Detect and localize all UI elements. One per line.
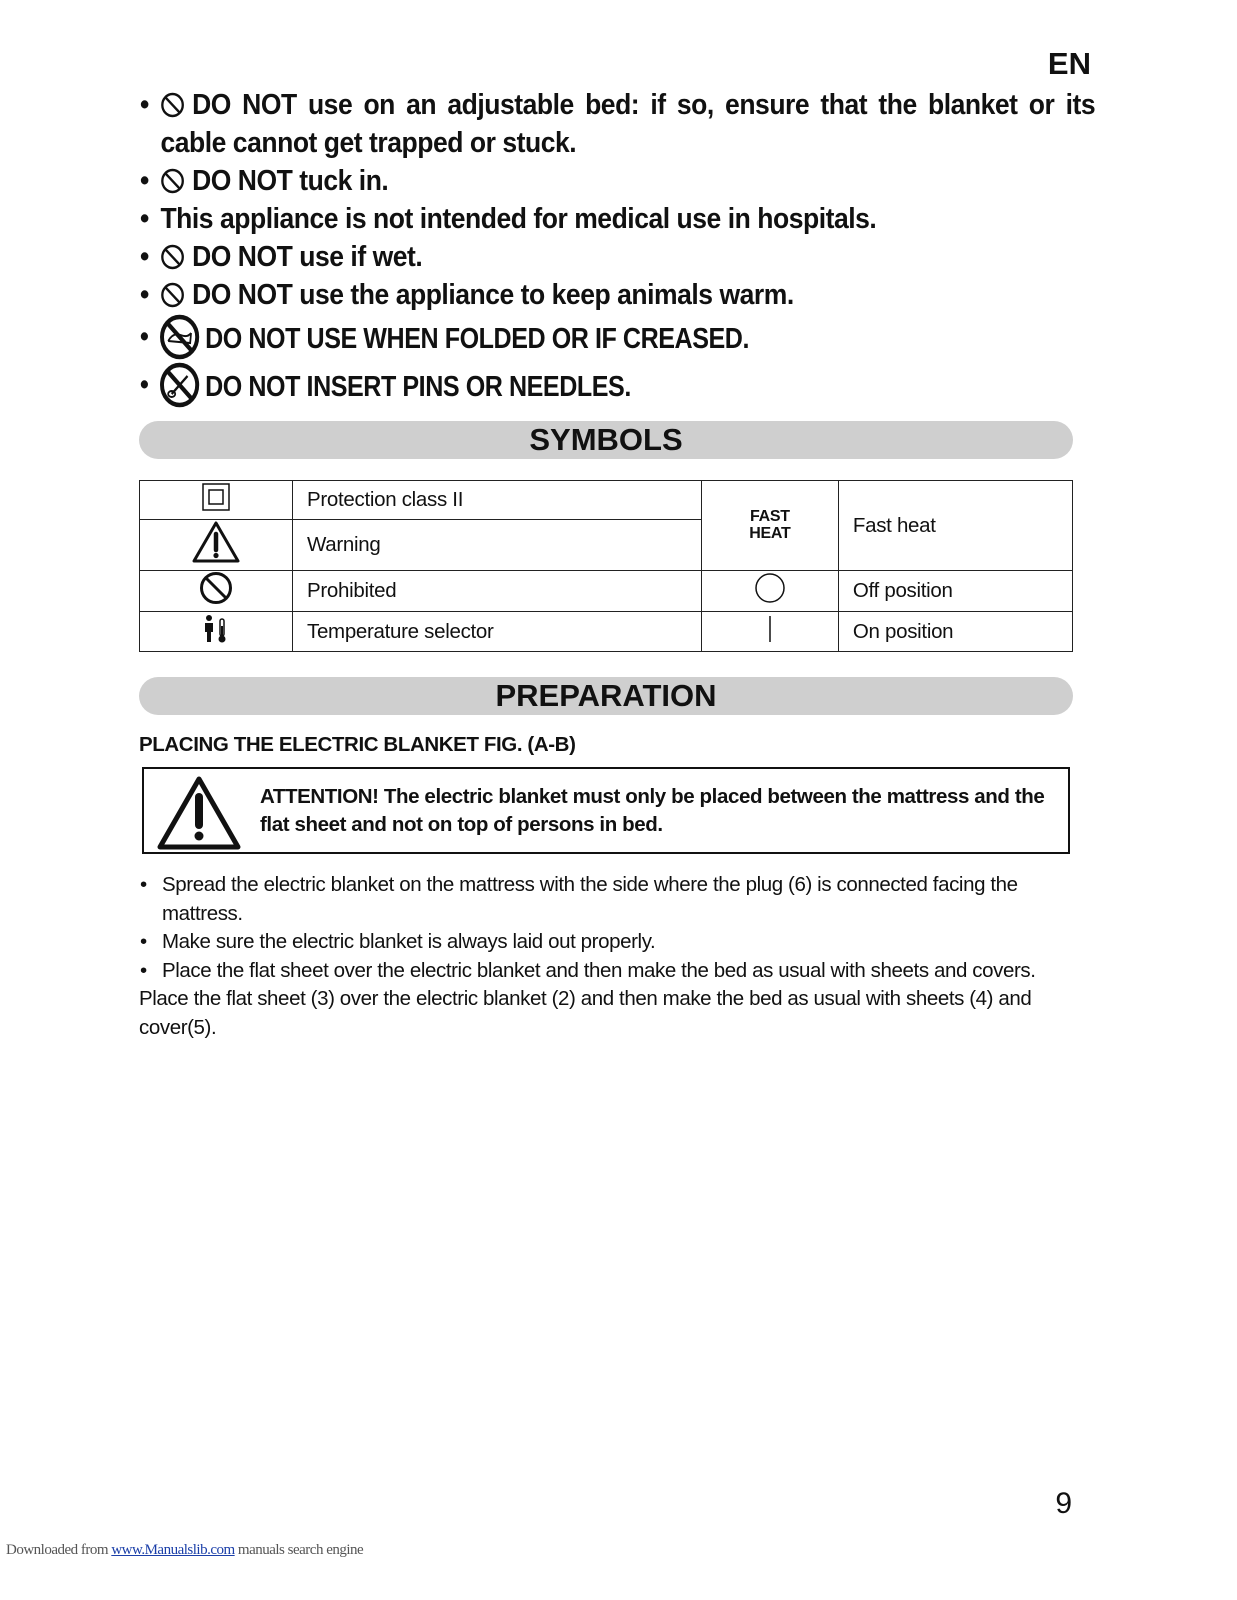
warning-text: DO NOT use on an adjustable bed: if so, ensure that the blanket or its cable cannot get trapped or stuck. xyxy=(160,89,1096,159)
list-item: • Place the flat sheet over the electric blanket and then make the bed as usual with sheets and covers. xyxy=(139,957,1089,986)
warning-item: • DO NOT INSERT PINS OR NEEDLES. xyxy=(140,362,963,410)
warning-text: DO NOT INSERT PINS OR NEEDLES. xyxy=(205,371,631,403)
section-subtitle: PLACING THE ELECTRIC BLANKET FIG. (A-B) xyxy=(139,733,576,756)
preparation-steps xyxy=(139,871,1089,1042)
symbol-cell xyxy=(701,481,838,571)
symbols-heading: SYMBOLS xyxy=(139,421,1073,459)
warning-item: • DO NOT USE WHEN FOLDED OR IF CREASED. xyxy=(140,314,963,362)
symbols-table xyxy=(139,480,1073,652)
footer-suffix: manuals search engine xyxy=(234,1542,364,1558)
prohibited-icon xyxy=(160,92,184,118)
warning-text: DO NOT tuck in. xyxy=(192,165,389,197)
symbol-description: Off position xyxy=(838,571,1072,612)
download-footer xyxy=(6,1542,363,1559)
symbol-cell xyxy=(140,571,293,612)
prohibited-icon xyxy=(160,244,184,270)
symbol-cell xyxy=(140,520,293,571)
symbol-description: Protection class II xyxy=(293,481,702,520)
list-item: • Spread the electric blanket on the mattress with the side where the plug (6) is connected facing the mattress. xyxy=(139,871,1089,928)
no-pins-icon xyxy=(159,362,199,408)
warning-text: DO NOT use if wet. xyxy=(192,241,423,273)
footer-prefix: Downloaded from xyxy=(6,1542,112,1558)
symbol-description: On position xyxy=(838,612,1072,652)
warning-text: DO NOT use the appliance to keep animals warm. xyxy=(192,279,794,311)
off-position-icon xyxy=(754,572,786,604)
language-code: EN xyxy=(1047,46,1091,81)
warning-item: • DO NOT use the appliance to keep animals warm. xyxy=(140,279,794,311)
warning-item: • DO NOT use if wet. xyxy=(140,241,423,273)
warning-list xyxy=(140,86,1096,410)
attention-box xyxy=(142,767,1070,854)
fast-heat-icon: FAST HEAT xyxy=(749,507,791,542)
symbol-cell xyxy=(701,571,838,612)
warning-item: • DO NOT use on an adjustable bed: if so, ensure that the blanket or its cable cannot get trapped or stuck. xyxy=(140,89,1096,159)
symbol-description: Warning xyxy=(293,520,702,571)
temperature-selector-icon xyxy=(202,614,230,644)
protection-class-ii-icon xyxy=(201,482,231,512)
preparation-heading: PREPARATION xyxy=(139,677,1073,715)
manualslib-link[interactable]: www.Manualslib.com xyxy=(111,1542,235,1558)
prohibited-icon xyxy=(160,168,184,194)
symbol-cell xyxy=(701,612,838,652)
attention-text: ATTENTION! The electric blanket must only be placed between the mattress and the flat sheet and not on top of persons in bed. xyxy=(260,785,1045,836)
warning-item: • This appliance is not intended for medical use in hospitals. xyxy=(140,203,877,235)
symbol-description: Temperature selector xyxy=(293,612,702,652)
on-position-icon xyxy=(765,614,775,644)
preparation-note: Place the flat sheet (3) over the electric blanket (2) and then make the bed as usual with sheets (4) and cover(5). xyxy=(139,987,1032,1039)
no-folding-icon xyxy=(159,314,199,360)
warning-item: • DO NOT tuck in. xyxy=(140,165,389,197)
symbol-description: Prohibited xyxy=(293,571,702,612)
symbol-cell xyxy=(140,612,293,652)
list-item: • Make sure the electric blanket is always laid out properly. xyxy=(139,928,1089,957)
prohibited-icon xyxy=(160,282,184,308)
warning-text: DO NOT USE WHEN FOLDED OR IF CREASED. xyxy=(205,323,749,355)
prohibited-icon xyxy=(199,571,233,605)
symbol-description: Fast heat xyxy=(838,481,1072,571)
symbol-cell xyxy=(140,481,293,520)
warning-icon xyxy=(156,775,242,851)
warning-icon xyxy=(191,520,241,564)
warning-text: This appliance is not intended for medical use in hospitals. xyxy=(160,203,877,235)
page-number: 9 xyxy=(1055,1487,1072,1520)
